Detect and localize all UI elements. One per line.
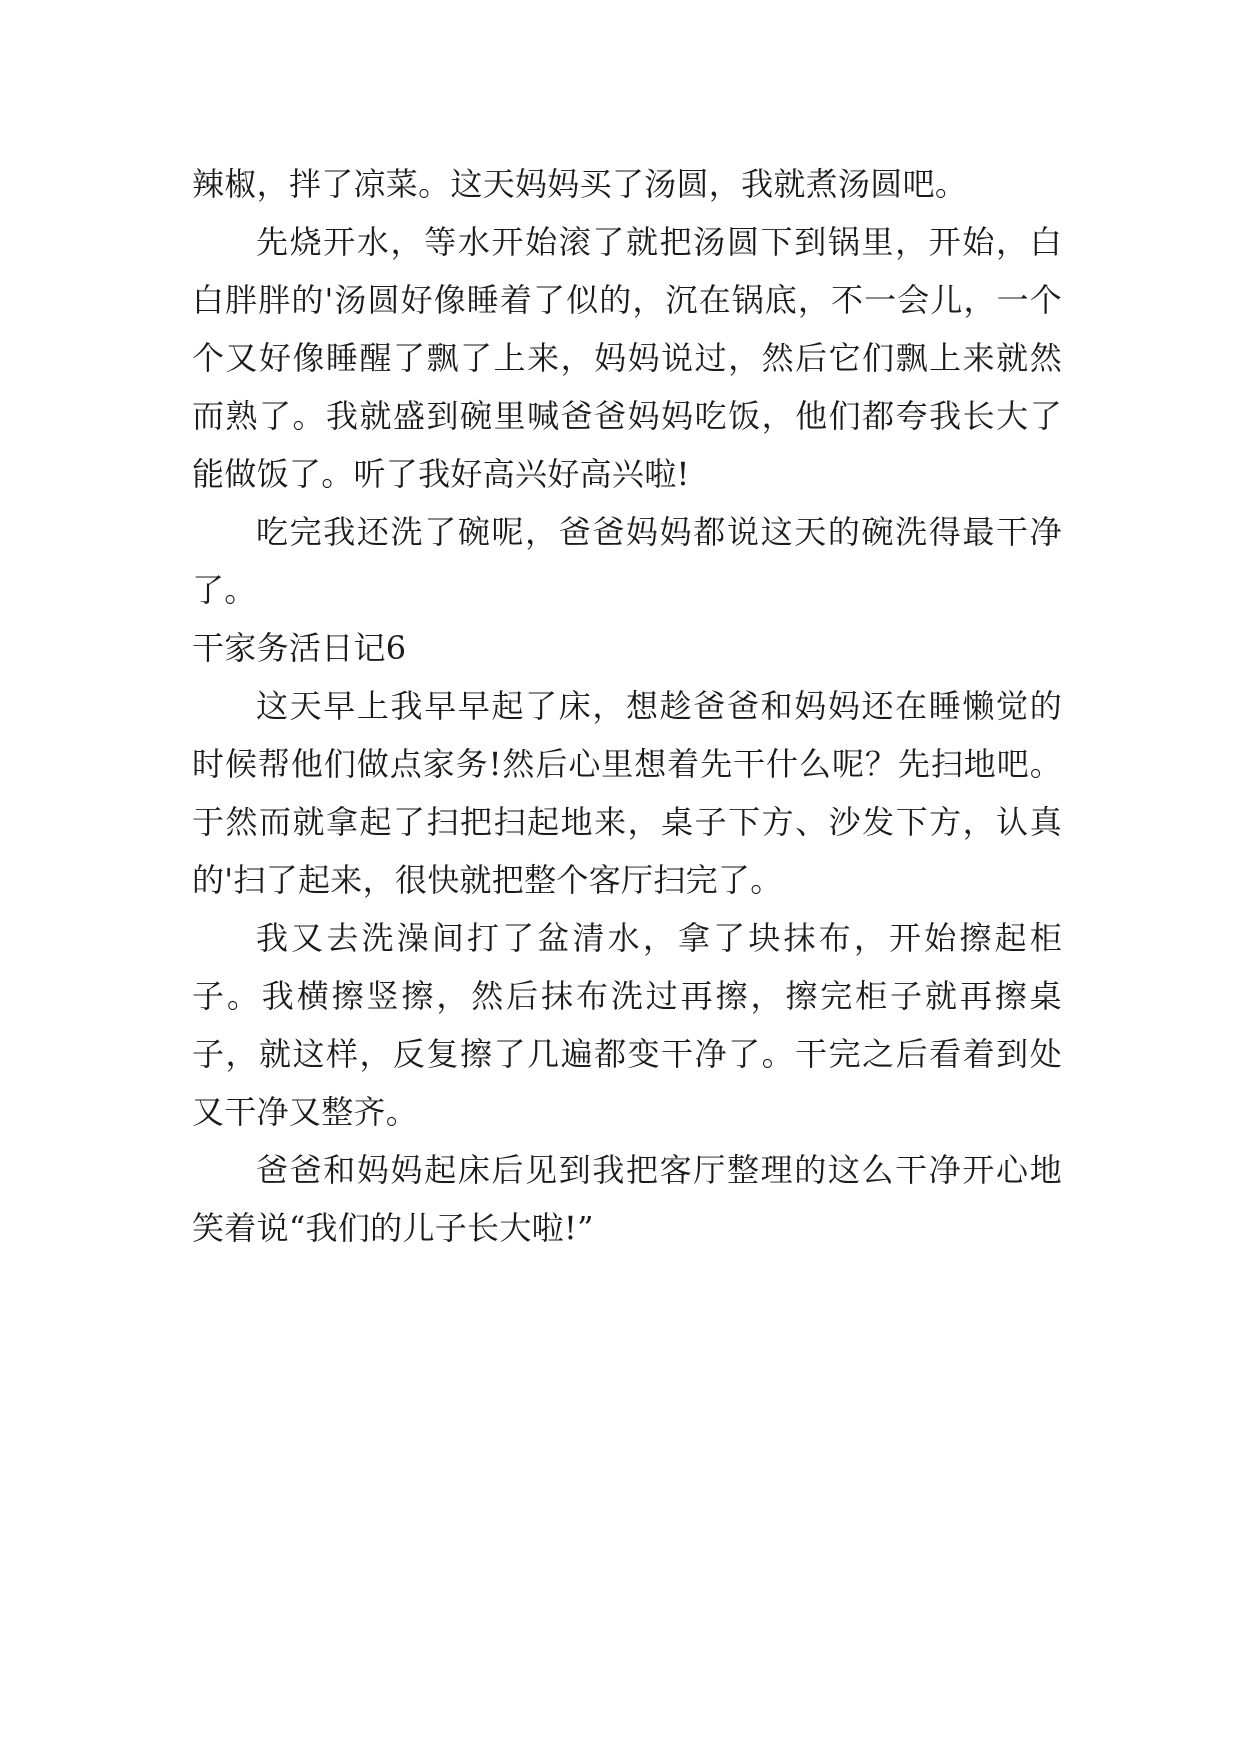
paragraph-continued: 辣椒，拌了凉菜。这天妈妈买了汤圆，我就煮汤圆吧。 — [192, 165, 968, 203]
paragraph-cooking-tangyuan: 先烧开水，等水开始滚了就把汤圆下到锅里，开始，白白胖胖的'汤圆好像睡着了似的，沉在锅底，不一会儿，一个个又好像睡醒了飘了上来，妈妈说过，然后它们飘上来就然而熟了。我就盛到碗里喊爸爸妈妈吃饭，他们都夸我长大了能做饭了。听了我好高兴好高兴啦! — [192, 223, 1062, 493]
section-heading: 干家务活日记6 — [192, 629, 407, 667]
paragraph-sweeping: 这天早上我早早起了床，想趁爸爸和妈妈还在睡懒觉的时候帮他们做点家务!然后心里想着先干什么呢？先扫地吧。于然而就拿起了扫把扫起地来，桌子下方、沙发下方，认真的'扫了起来，很快就把整个客厅扫完了。 — [192, 687, 1062, 899]
paragraph-parents-praise: 爸爸和妈妈起床后见到我把客厅整理的这么干净开心地笑着说“我们的儿子长大啦!” — [192, 1151, 1062, 1247]
paragraph-washing-dishes: 吃完我还洗了碗呢，爸爸妈妈都说这天的碗洗得最干净了。 — [192, 513, 1062, 609]
paragraph-wiping: 我又去洗澡间打了盆清水，拿了块抹布，开始擦起柜子。我横擦竖擦，然后抹布洗过再擦，擦完柜子就再擦桌子，就这样，反复擦了几遍都变干净了。干完之后看着到处又干净又整齐。 — [192, 919, 1062, 1131]
document-body — [192, 155, 1062, 1257]
